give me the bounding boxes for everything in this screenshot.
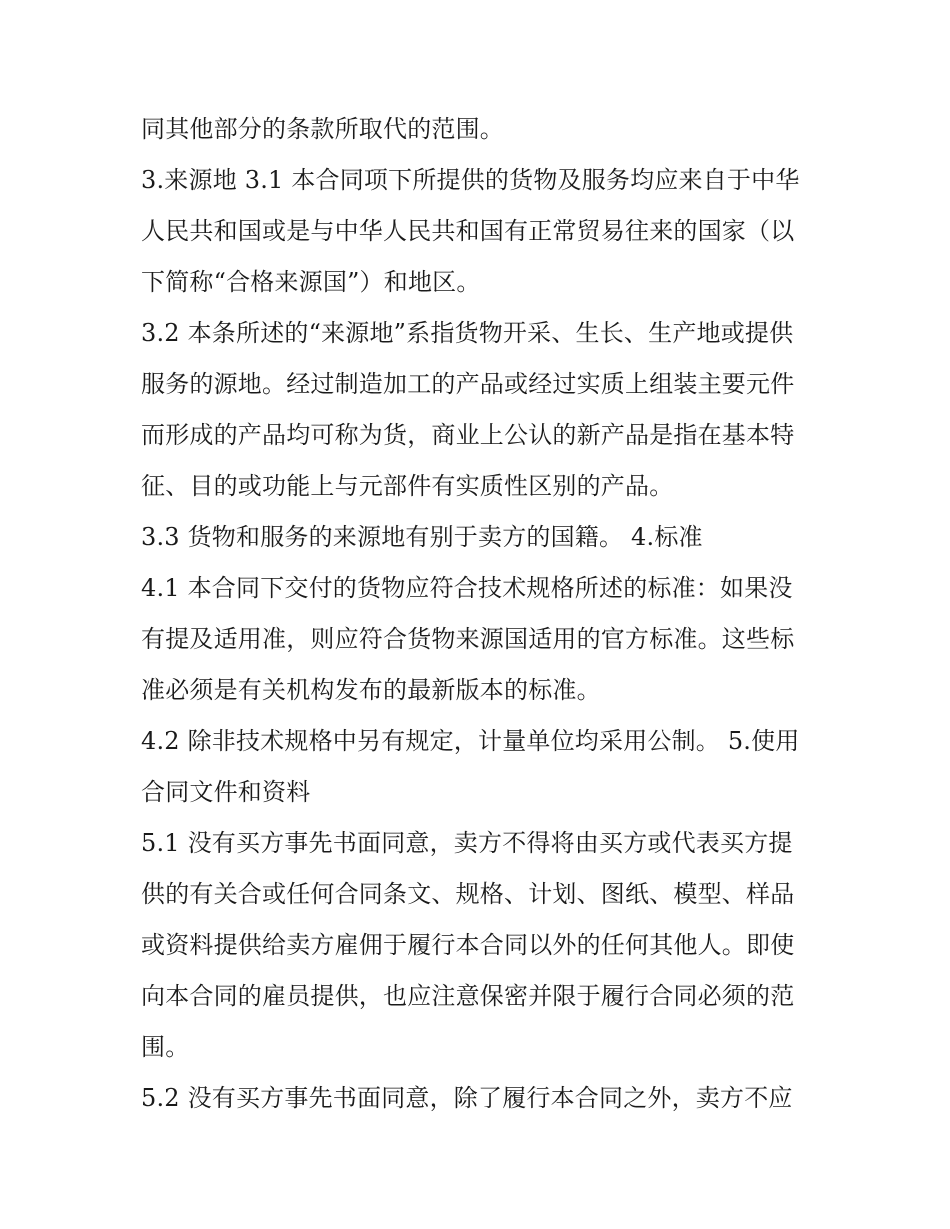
text-line: 4.2 除非技术规格中另有规定，计量单位均采用公制。 5.使用 <box>141 727 800 755</box>
text-line: 3.3 货物和服务的来源地有别于卖方的国籍。 4.标准 <box>141 523 703 551</box>
text-line: 5.1 没有买方事先书面同意，卖方不得将由买方或代表买方提 <box>141 829 793 857</box>
text-line: 同其他部分的条款所取代的范围。 <box>141 115 504 143</box>
text-line: 4.1 本合同下交付的货物应符合技术规格所述的标准：如果没 <box>141 574 793 602</box>
text-line: 服务的源地。经过制造加工的产品或经过实质上组装主要元件 <box>141 370 795 398</box>
text-line: 供的有关合或任何合同条文、规格、计划、图纸、模型、样品 <box>141 880 795 908</box>
text-line: 围。 <box>141 1033 190 1061</box>
text-line: 人民共和国或是与中华人民共和国有正常贸易往来的国家（以 <box>141 217 795 245</box>
text-line: 征、目的或功能上与元部件有实质性区别的产品。 <box>141 472 674 500</box>
text-line: 准必须是有关机构发布的最新版本的标准。 <box>141 676 601 704</box>
text-line: 合同文件和资料 <box>141 778 311 806</box>
text-line: 或资料提供给卖方雇佣于履行本合同以外的任何其他人。即使 <box>141 931 795 959</box>
text-line: 而形成的产品均可称为货，商业上公认的新产品是指在基本特 <box>141 421 795 449</box>
text-line: 3.来源地 3.1 本合同项下所提供的货物及服务均应来自于中华 <box>141 166 800 194</box>
text-line: 向本合同的雇员提供，也应注意保密并限于履行合同必须的范 <box>141 982 795 1010</box>
text-line: 下简称“合格来源国”）和地区。 <box>141 268 481 296</box>
text-line: 5.2 没有买方事先书面同意，除了履行本合同之外，卖方不应 <box>141 1084 793 1112</box>
text-line: 3.2 本条所述的“来源地”系指货物开采、生长、生产地或提供 <box>141 319 794 347</box>
text-line: 有提及适用准，则应符合货物来源国适用的官方标准。这些标 <box>141 625 795 653</box>
document-body <box>141 104 831 1124</box>
